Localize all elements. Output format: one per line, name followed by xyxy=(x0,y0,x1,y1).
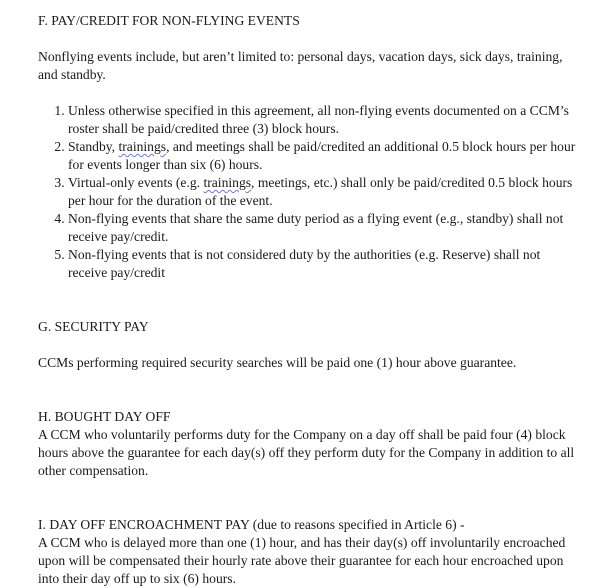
section-f-item-5: 5. Non-flying events that is not considered duty by the authorities (e.g. Reserve) shall not receive pay/credit xyxy=(68,246,578,282)
section-g-body: CCMs performing required security searches will be paid one (1) hour above guarantee. xyxy=(38,355,517,370)
section-i xyxy=(38,516,578,588)
section-f-item-4: 4. Non-flying events that share the same duty period as a flying event (e.g., standby) shall not receive pay/credit. xyxy=(68,210,578,246)
section-f-intro: Nonflying events include, but aren’t limited to: personal days, vacation days, sick days, training, and standby. xyxy=(38,49,563,82)
section-i-body: A CCM who is delayed more than one (1) hour, and has their day(s) off involuntarily encroached upon will be compensated their hourly rate above their guarantee for each hour encroached upon into their day off up to six (6) hours. xyxy=(38,535,566,586)
section-h xyxy=(38,408,578,480)
spellcheck-marked-word[interactable]: trainings xyxy=(118,139,167,154)
section-i-heading: I. DAY OFF ENCROACHMENT PAY (due to reasons specified in Article 6) - xyxy=(38,517,465,532)
section-f-item-3: 3. Virtual-only events (e.g. trainings, meetings, etc.) shall only be paid/credited 0.5 block hours per hour for the duration of the event. xyxy=(68,174,578,210)
spellcheck-marked-word[interactable]: trainings xyxy=(203,175,252,190)
document-page xyxy=(38,12,578,588)
section-f-item-1: 1. Unless otherwise specified in this agreement, all non-flying events documented on a CCM’s roster shall be paid/credited three (3) block hours. xyxy=(68,102,578,138)
section-f-item-2: 2. Standby, trainings, and meetings shall be paid/credited an additional 0.5 block hours per hour for events longer than six (6) hours. xyxy=(68,138,578,174)
section-g xyxy=(38,318,578,372)
section-g-heading: G. SECURITY PAY xyxy=(38,319,149,334)
section-f xyxy=(38,12,578,282)
section-f-list xyxy=(38,102,578,282)
section-h-heading: H. BOUGHT DAY OFF xyxy=(38,409,171,424)
section-h-body: A CCM who voluntarily performs duty for the Company on a day off shall be paid four (4) block hours above the guarantee for each day(s) off they perform duty for the Company in addition to all other compensation. xyxy=(38,427,575,478)
section-f-heading: F. PAY/CREDIT FOR NON-FLYING EVENTS xyxy=(38,13,300,28)
